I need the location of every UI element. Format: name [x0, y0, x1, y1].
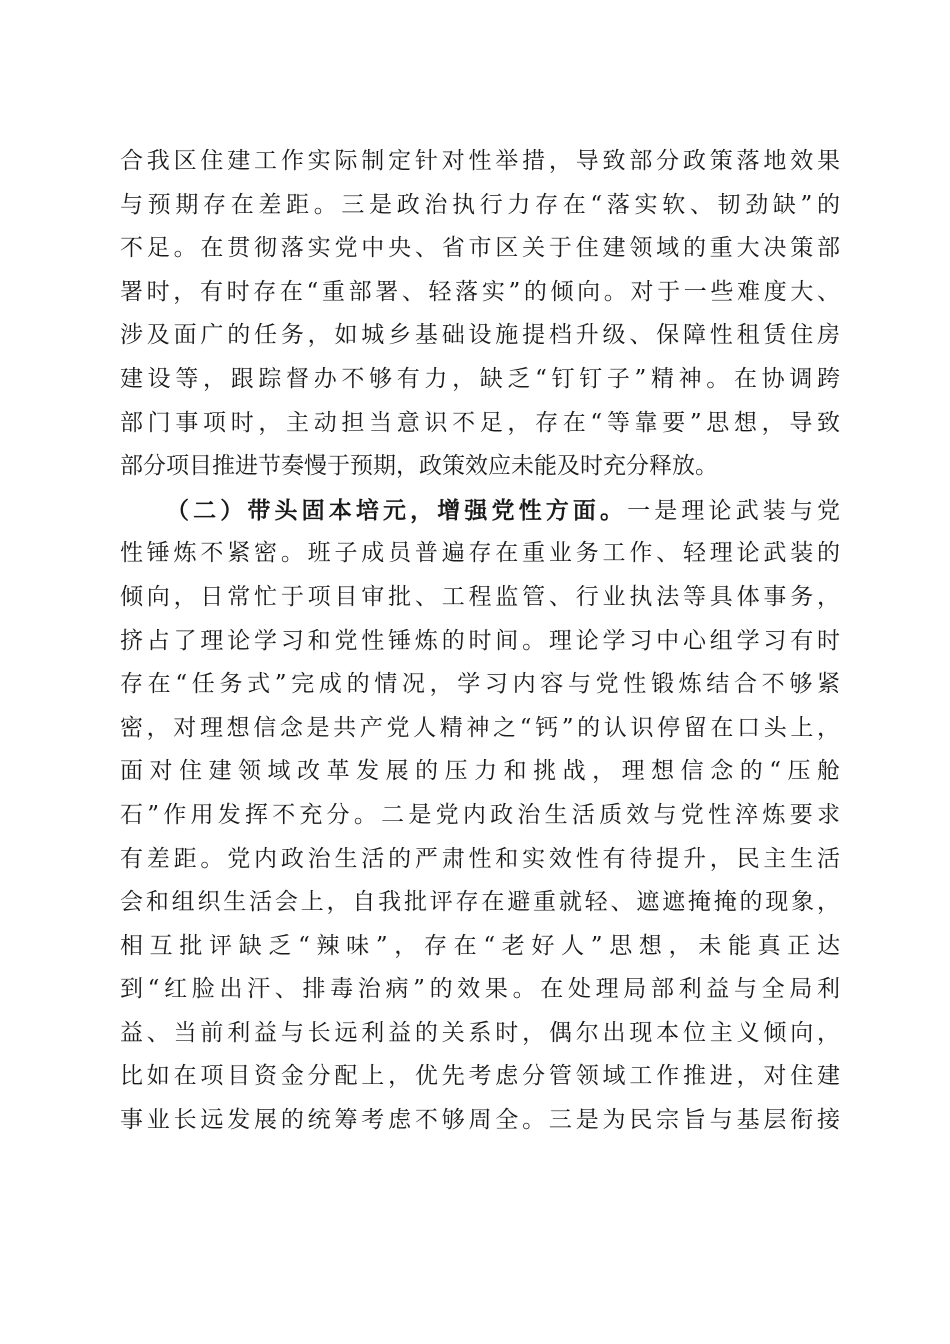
text-line: 署时，有时存在“重部署、轻落实”的倾向。对于一些难度大、	[120, 278, 840, 305]
text-line: 比如在项目资金分配上，优先考虑分管领域工作推进，对住建	[120, 1063, 840, 1090]
text-line: 益、当前利益与长远利益的关系时，偶尔出现本位主义倾向，	[120, 1019, 840, 1046]
text-line: 存在“任务式”完成的情况，学习内容与党性锻炼结合不够紧	[120, 671, 840, 698]
section-heading: （二）带头固本培元，增强党性方面。	[166, 496, 628, 524]
text-line: 倾向，日常忙于项目审批、工程监管、行业执法等具体事务，	[120, 583, 840, 610]
text-line: 密，对理想信念是共产党人精神之“钙”的认识停留在口头上，	[120, 714, 840, 741]
text-line: 石”作用发挥不充分。二是党内政治生活质效与党性淬炼要求	[120, 801, 840, 828]
section-heading-line	[120, 489, 840, 533]
text-line: 事业长远发展的统筹考虑不够周全。三是为民宗旨与基层衔接	[120, 1107, 840, 1134]
text-line: 部门事项时，主动担当意识不足，存在“等靠要”思想，导致	[120, 409, 840, 436]
text-line: 与预期存在差距。三是政治执行力存在“落实软、韧劲缺”的	[120, 191, 840, 218]
text-line: 会和组织生活会上，自我批评存在避重就轻、遮遮掩掩的现象，	[120, 889, 840, 916]
text-line: 部分项目推进节奏慢于预期，政策效应未能及时充分释放。	[120, 453, 718, 480]
text-line: 涉及面广的任务，如城乡基础设施提档升级、保障性租赁住房	[120, 322, 840, 349]
text-line: 相互批评缺乏“辣味”，存在“老好人”思想，未能真正达	[120, 932, 840, 959]
text-line: 建设等，跟踪督办不够有力，缺乏“钉钉子”精神。在协调跨	[120, 365, 840, 392]
text-line: 合我区住建工作实际制定针对性举措，导致部分政策落地效果	[120, 148, 840, 174]
text-line: 到“红脸出汗、排毒治病”的效果。在处理局部利益与全局利	[120, 976, 840, 1003]
section-heading-rest: 一是理论武装与党	[627, 497, 840, 524]
text-line: 不足。在贯彻落实党中央、省市区关于住建领域的重大决策部	[120, 235, 840, 262]
text-line: 挤占了理论学习和党性锤炼的时间。理论学习中心组学习有时	[120, 627, 840, 654]
body-text	[120, 140, 840, 1143]
text-line: 有差距。党内政治生活的严肃性和实效性有待提升，民主生活	[120, 845, 840, 872]
text-line: 面对住建领域改革发展的压力和挑战，理想信念的“压舱	[120, 758, 840, 785]
text-line: 性锤炼不紧密。班子成员普遍存在重业务工作、轻理论武装的	[120, 540, 840, 567]
